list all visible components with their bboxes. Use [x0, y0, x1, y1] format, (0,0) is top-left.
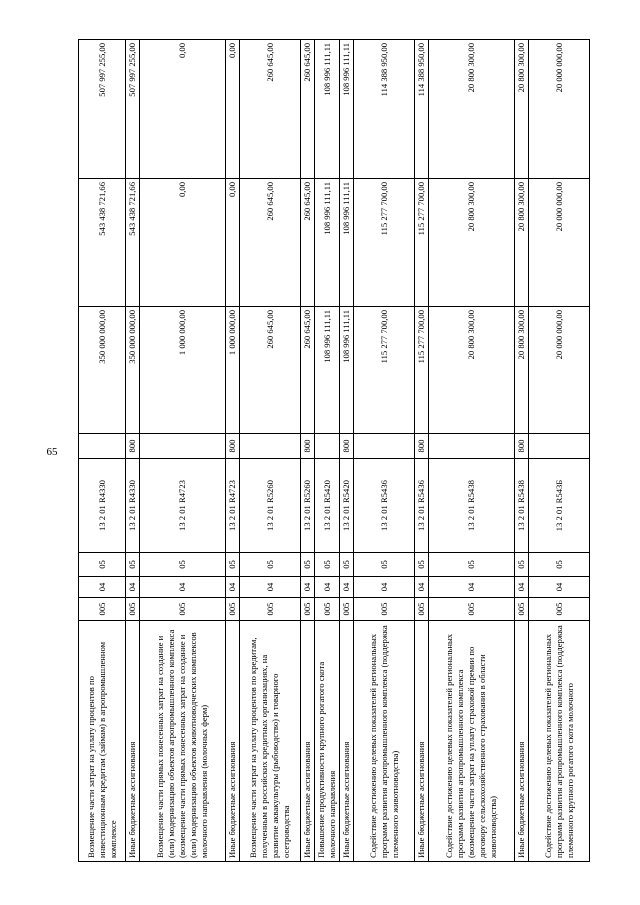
amount-year2-cell: 20 000 000,00 [529, 179, 590, 307]
amount-year3-cell: 0,00 [226, 40, 240, 179]
target-article-cell: 13 2 01 R4330 [79, 459, 126, 553]
row-name-cell: Содействие достижению целевых показателей региональных программ развития агропромышленного комплекса (возмещение части затрат на уплату страховой премии по договору сельскохозяйственного страхования в области животноводства) [429, 621, 515, 862]
table-row [140, 40, 226, 862]
target-article-cell: 13 2 01 R5438 [429, 459, 515, 553]
target-article-cell: 13 2 01 R5438 [515, 459, 529, 553]
amount-year1-cell: 108 996 111,11 [315, 307, 340, 434]
expense-type-cell: 800 [340, 434, 354, 459]
subsection-code-cell: 05 [126, 553, 140, 577]
budget-table-rotated [78, 40, 638, 862]
amount-year2-cell: 115 277 700,00 [415, 179, 429, 307]
grbs-code-cell: 005 [529, 598, 590, 621]
grbs-code-cell: 005 [240, 598, 301, 621]
section-code-cell: 04 [301, 577, 315, 598]
subsection-code-cell: 05 [429, 553, 515, 577]
amount-year2-cell: 20 800 300,00 [515, 179, 529, 307]
grbs-code-cell: 005 [226, 598, 240, 621]
section-code-cell: 04 [529, 577, 590, 598]
expense-type-cell [529, 434, 590, 459]
row-name-cell: Повышение продуктивности крупного рогатого скота молочного направления [315, 621, 340, 862]
table-row [515, 40, 529, 862]
section-code-cell: 04 [79, 577, 126, 598]
target-article-cell: 13 2 01 R4330 [126, 459, 140, 553]
subsection-code-cell: 05 [340, 553, 354, 577]
section-code-cell: 04 [415, 577, 429, 598]
expense-type-cell: 800 [301, 434, 315, 459]
section-code-cell: 04 [315, 577, 340, 598]
target-article-cell: 13 2 01 R5420 [340, 459, 354, 553]
subsection-code-cell: 05 [354, 553, 415, 577]
amount-year3-cell: 108 996 111,11 [340, 40, 354, 179]
table-row [529, 40, 590, 862]
grbs-code-cell: 005 [140, 598, 226, 621]
amount-year1-cell: 260 645,00 [240, 307, 301, 434]
target-article-cell: 13 2 01 R5260 [240, 459, 301, 553]
expense-type-cell: 800 [415, 434, 429, 459]
table-row [315, 40, 340, 862]
amount-year3-cell: 20 000 000,00 [529, 40, 590, 179]
amount-year2-cell: 543 438 721,66 [79, 179, 126, 307]
amount-year1-cell: 1 000 000,00 [140, 307, 226, 434]
table-row [226, 40, 240, 862]
subsection-code-cell: 05 [301, 553, 315, 577]
expense-type-cell [354, 434, 415, 459]
target-article-cell: 13 2 01 R4723 [140, 459, 226, 553]
grbs-code-cell: 005 [340, 598, 354, 621]
row-name-cell: Иные бюджетные ассигнования [340, 621, 354, 862]
row-name-cell: Иные бюджетные ассигнования [415, 621, 429, 862]
amount-year3-cell: 507 997 255,00 [79, 40, 126, 179]
section-code-cell: 04 [140, 577, 226, 598]
amount-year3-cell: 260 645,00 [240, 40, 301, 179]
row-name-cell: Иные бюджетные ассигнования [515, 621, 529, 862]
expense-type-cell [240, 434, 301, 459]
row-name-cell: Иные бюджетные ассигнования [301, 621, 315, 862]
table-row [415, 40, 429, 862]
target-article-cell: 13 2 01 R5420 [315, 459, 340, 553]
amount-year1-cell: 108 996 111,11 [340, 307, 354, 434]
amount-year2-cell: 108 996 111,11 [340, 179, 354, 307]
row-name-cell: Возмещение части затрат на уплату процентов по инвестиционным кредитам (займам) в агропромышленном комплексе [79, 621, 126, 862]
row-name-cell: Иные бюджетные ассигнования [226, 621, 240, 862]
amount-year3-cell: 20 800 300,00 [515, 40, 529, 179]
expense-type-cell [429, 434, 515, 459]
row-name-cell: Иные бюджетные ассигнования [126, 621, 140, 862]
row-name-cell: Содействие достижению целевых показателей региональных программ развития агропромышленного комплекса (поддержка племенного крупного рогатого скота молочного [529, 621, 590, 862]
amount-year3-cell: 0,00 [140, 40, 226, 179]
table-row [126, 40, 140, 862]
subsection-code-cell: 05 [140, 553, 226, 577]
table-row [79, 40, 126, 862]
subsection-code-cell: 05 [240, 553, 301, 577]
section-code-cell: 04 [240, 577, 301, 598]
section-code-cell: 04 [429, 577, 515, 598]
target-article-cell: 13 2 01 R5260 [301, 459, 315, 553]
amount-year1-cell: 20 800 300,00 [515, 307, 529, 434]
amount-year2-cell: 260 645,00 [301, 179, 315, 307]
grbs-code-cell: 005 [515, 598, 529, 621]
page-number: 65 [46, 446, 58, 458]
amount-year1-cell: 350 000 000,00 [79, 307, 126, 434]
amount-year1-cell: 350 000 000,00 [126, 307, 140, 434]
target-article-cell: 13 2 01 R5436 [415, 459, 429, 553]
amount-year3-cell: 108 996 111,11 [315, 40, 340, 179]
amount-year3-cell: 114 388 950,00 [415, 40, 429, 179]
grbs-code-cell: 005 [315, 598, 340, 621]
amount-year3-cell: 260 645,00 [301, 40, 315, 179]
table-row [240, 40, 301, 862]
section-code-cell: 04 [226, 577, 240, 598]
section-code-cell: 04 [515, 577, 529, 598]
grbs-code-cell: 005 [415, 598, 429, 621]
grbs-code-cell: 005 [429, 598, 515, 621]
amount-year2-cell: 0,00 [226, 179, 240, 307]
subsection-code-cell: 05 [415, 553, 429, 577]
amount-year1-cell: 260 645,00 [301, 307, 315, 434]
subsection-code-cell: 05 [79, 553, 126, 577]
section-code-cell: 04 [354, 577, 415, 598]
target-article-cell: 13 2 01 R4723 [226, 459, 240, 553]
budget-table [78, 39, 590, 862]
expense-type-cell: 800 [126, 434, 140, 459]
grbs-code-cell: 005 [354, 598, 415, 621]
amount-year1-cell: 1 000 000,00 [226, 307, 240, 434]
row-name-cell: Содействие достижению целевых показателей региональных программ развития агропромышленного комплекса (поддержка племенного животноводства) [354, 621, 415, 862]
row-name-cell: Возмещение части затрат на уплату процентов по кредитам, полученным в российских кредитных организациях, на развитие аквакультуры (рыбоводство) и товарного осетроводства [240, 621, 301, 862]
amount-year3-cell: 20 800 300,00 [429, 40, 515, 179]
subsection-code-cell: 05 [315, 553, 340, 577]
amount-year2-cell: 115 277 700,00 [354, 179, 415, 307]
amount-year2-cell: 108 996 111,11 [315, 179, 340, 307]
amount-year1-cell: 20 000 000,00 [529, 307, 590, 434]
amount-year2-cell: 0,00 [140, 179, 226, 307]
amount-year1-cell: 20 800 300,00 [429, 307, 515, 434]
expense-type-cell: 800 [515, 434, 529, 459]
row-name-cell: Возмещение части прямых понесенных затрат на создание и (или) модернизацию объектов агропромышленного комплекса (возмещение части прямых понесенных затрат на создание и (или) модернизацию объектов животноводческих комплексов молочного направления (молочных ферм) [140, 621, 226, 862]
amount-year1-cell: 115 277 700,00 [354, 307, 415, 434]
subsection-code-cell: 05 [529, 553, 590, 577]
table-row [354, 40, 415, 862]
target-article-cell: 13 2 01 R543Б [529, 459, 590, 553]
amount-year3-cell: 507 997 255,00 [126, 40, 140, 179]
subsection-code-cell: 05 [515, 553, 529, 577]
subsection-code-cell: 05 [226, 553, 240, 577]
grbs-code-cell: 005 [79, 598, 126, 621]
amount-year2-cell: 543 438 721,66 [126, 179, 140, 307]
table-row [429, 40, 515, 862]
amount-year2-cell: 20 800 300,00 [429, 179, 515, 307]
grbs-code-cell: 005 [301, 598, 315, 621]
amount-year3-cell: 114 388 950,00 [354, 40, 415, 179]
expense-type-cell [315, 434, 340, 459]
amount-year1-cell: 115 277 700,00 [415, 307, 429, 434]
section-code-cell: 04 [126, 577, 140, 598]
table-row [301, 40, 315, 862]
grbs-code-cell: 005 [126, 598, 140, 621]
table-row [340, 40, 354, 862]
amount-year2-cell: 260 645,00 [240, 179, 301, 307]
expense-type-cell: 800 [226, 434, 240, 459]
expense-type-cell [79, 434, 126, 459]
section-code-cell: 04 [340, 577, 354, 598]
expense-type-cell [140, 434, 226, 459]
target-article-cell: 13 2 01 R5436 [354, 459, 415, 553]
